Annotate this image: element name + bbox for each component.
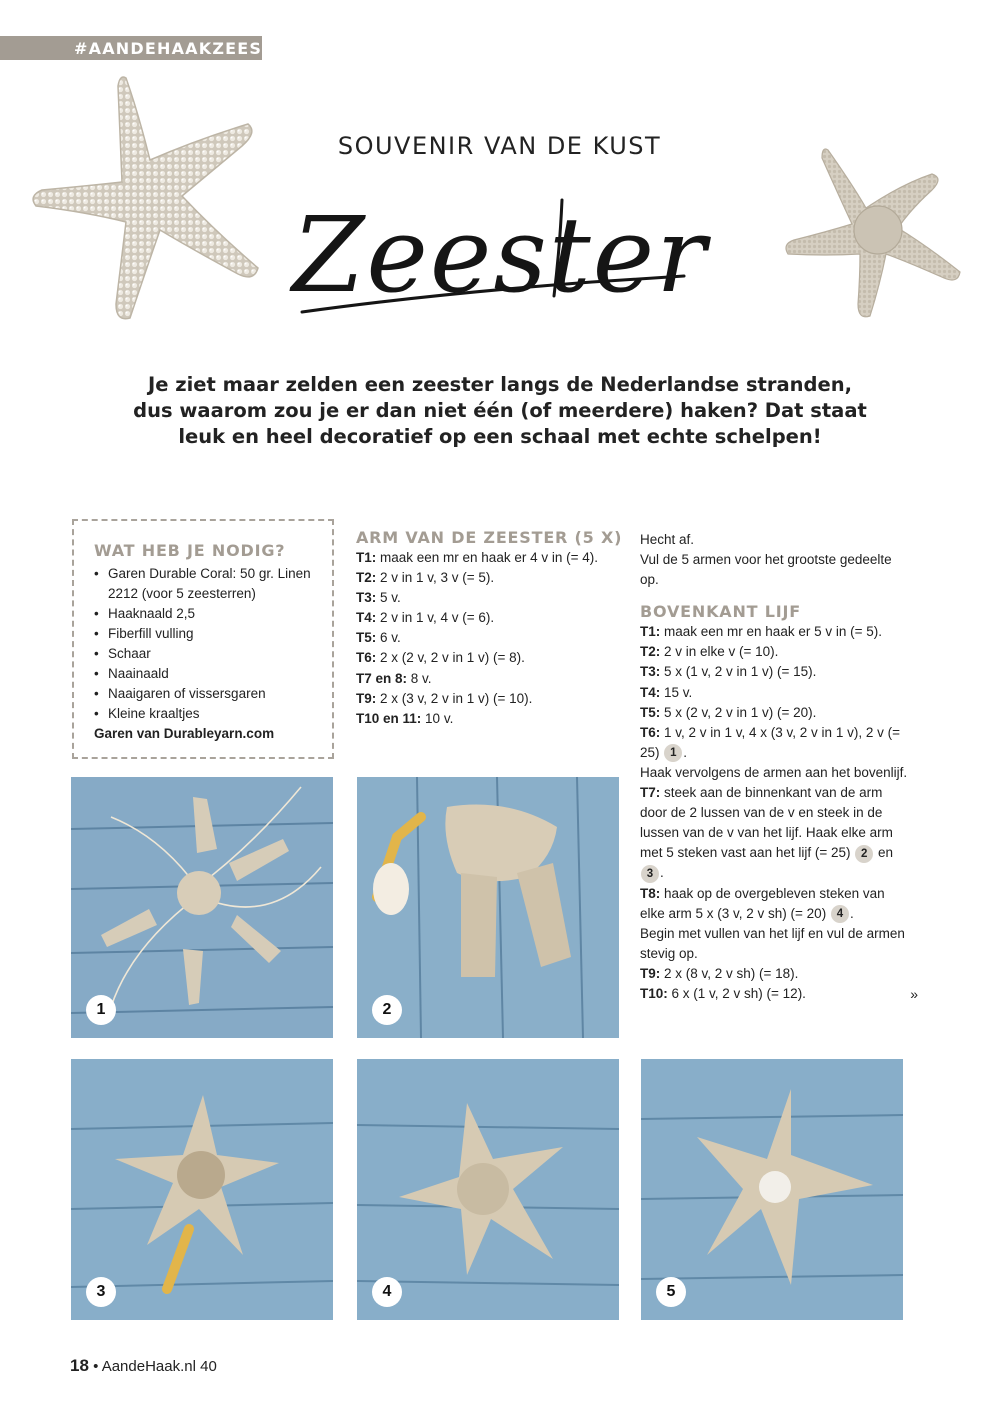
materials-item: • Kleine kraaltjes — [94, 704, 332, 724]
pattern-row: T10: 6 x (1 v, 2 v sh) (= 12). — [640, 985, 806, 1001]
fill-text: Begin met vullen van het lijf en vul de armen stevig op. — [640, 925, 905, 961]
step-number: 1 — [86, 995, 116, 1025]
photo-ref-badge: 4 — [831, 905, 849, 923]
pattern-row: T7: steek aan de binnenkant van de arm door de 2 lussen van de v en steek in de lussen van de v van het lijf. Haak elke arm met 5 steken vast aan het lijf (= 25) 2 en 3 . — [640, 783, 912, 883]
step-number: 5 — [656, 1277, 686, 1307]
pattern-row: T5: 5 x (2 v, 2 v in 1 v) (= 20). — [640, 704, 817, 720]
step-number: 4 — [372, 1277, 402, 1307]
yarn-source: Garen van Durableyarn.com — [94, 726, 275, 741]
photo-ref-badge: 3 — [641, 865, 659, 883]
starfish-crochet-image — [782, 144, 966, 322]
materials-item: • Haaknaald 2,5 — [94, 604, 332, 624]
materials-heading: WAT HEB JE NODIG? — [94, 541, 286, 560]
finish-line: Vul de 5 armen voor het grootste gedeelte op. — [640, 552, 892, 588]
pattern-row: T2: 2 v in elke v (= 10). — [640, 644, 779, 660]
materials-item: • Schaar — [94, 644, 332, 664]
kicker-heading: SOUVENIR VAN DE KUST — [337, 132, 662, 160]
pattern-row: T9: 2 x (8 v, 2 v sh) (= 18). — [640, 965, 799, 981]
materials-box — [72, 519, 334, 759]
step-photo-2 — [357, 777, 619, 1038]
finish-line: Hecht af. — [640, 532, 695, 547]
pattern-row: T10 en 11: 10 v. — [356, 710, 454, 726]
pattern-row: T8: haak op de overgebleven steken van elke arm 5 x (3 v, 2 v sh) (= 20) 4 . — [640, 884, 912, 924]
magazine-name: AandeHaak.nl 40 — [101, 1358, 217, 1375]
body-heading: BOVENKANT LIJF — [640, 602, 801, 622]
step-photo-1 — [71, 777, 333, 1038]
pattern-row: T5: 6 v. — [356, 630, 401, 646]
body-pattern-column — [640, 530, 918, 1004]
title-brush-swash — [292, 186, 692, 326]
materials-list — [94, 564, 332, 724]
arm-heading: ARM VAN DE ZEESTER (5 X) — [356, 528, 623, 547]
pattern-row: T7 en 8: 8 v. — [356, 670, 432, 686]
photo-ref-badge: 2 — [855, 845, 873, 863]
materials-item: • Naaigaren of vissersgaren — [94, 684, 332, 704]
starfish-beaded-image — [26, 72, 266, 324]
arm-pattern-column — [356, 528, 626, 729]
pattern-row: T3: 5 v. — [356, 590, 401, 606]
step-number: 2 — [372, 995, 402, 1025]
step-number: 3 — [86, 1277, 116, 1307]
page-title: Zeester — [292, 194, 708, 316]
pattern-row: T9: 2 x (3 v, 2 v in 1 v) (= 10). — [356, 690, 533, 706]
materials-item: • Garen Durable Coral: 50 gr. Linen 2212 (voor 5 zeesterren) — [94, 564, 332, 604]
pattern-row: T1: maak een mr en haak er 4 v in (= 4). — [356, 550, 598, 565]
materials-item: • Naainaald — [94, 664, 332, 684]
pattern-row: T4: 2 v in 1 v, 4 v (= 6). — [356, 610, 495, 626]
pattern-row: T1: maak een mr en haak er 5 v in (= 5). — [640, 624, 882, 640]
page-number: 18 — [70, 1356, 89, 1375]
pattern-row: T6: 1 v, 2 v in 1 v, 4 x (3 v, 2 v in 1 v), 2 v (= 25) 1 . — [640, 723, 912, 763]
page-footer — [70, 1356, 217, 1376]
intro-line-2: dus waarom zou je er dan niet één (of meerdere) haken? Dat staat — [133, 399, 867, 422]
pattern-row: T4: 15 v. — [640, 684, 693, 700]
pattern-row: T3: 5 x (1 v, 2 v in 1 v) (= 15). — [640, 664, 817, 680]
intro-text — [120, 372, 880, 450]
join-text: Haak vervolgens de armen aan het bovenlijf. — [640, 764, 908, 780]
step-photo-5 — [641, 1059, 903, 1320]
photo-ref-badge: 1 — [664, 744, 682, 762]
materials-item: • Fiberfill vulling — [94, 624, 332, 644]
step-photo-3 — [71, 1059, 333, 1320]
pattern-row: T2: 2 v in 1 v, 3 v (= 5). — [356, 570, 495, 586]
pattern-row: T6: 2 x (2 v, 2 v in 1 v) (= 8). — [356, 650, 525, 666]
step-photo-4 — [357, 1059, 619, 1320]
hashtag-banner: #AANDEHAAKZEESTER — [0, 36, 262, 60]
intro-line-1: Je ziet maar zelden een zeester langs de Nederlandse stranden, — [147, 373, 853, 396]
footer-bullet: • — [93, 1358, 99, 1375]
continue-marker: » — [910, 985, 918, 1002]
intro-line-3: leuk en heel decoratief op een schaal met echte schelpen! — [178, 425, 822, 448]
